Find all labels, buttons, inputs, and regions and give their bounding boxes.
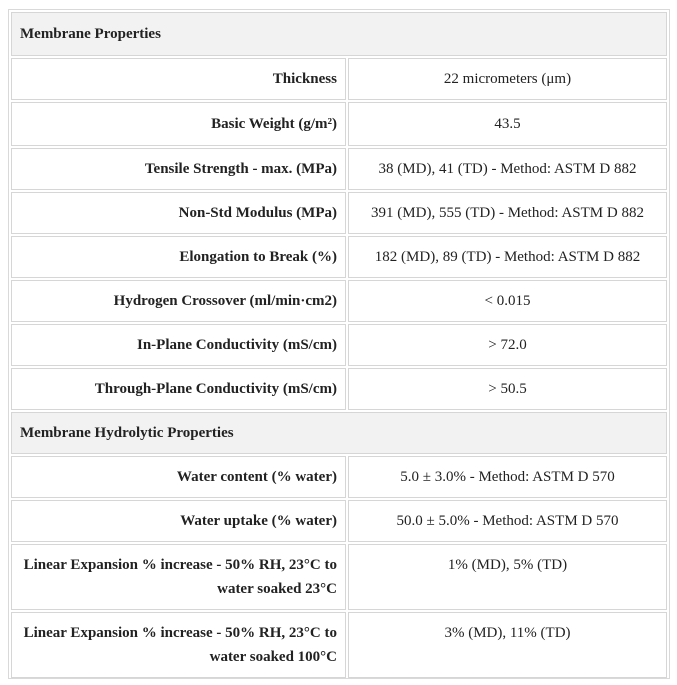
table-row [11,612,667,678]
table-row [11,280,667,322]
property-value-basic-weight: 43.5 [348,102,667,146]
properties-table [9,10,669,680]
property-value-linear-expansion-23c: 1% (MD), 5% (TD) [348,544,667,610]
property-value-water-content: 5.0 ± 3.0% - Method: ASTM D 570 [348,456,667,498]
property-value-elongation: 182 (MD), 89 (TD) - Method: ASTM D 882 [348,236,667,278]
table-row [11,368,667,410]
property-value-in-plane-conductivity: > 72.0 [348,324,667,366]
property-label-in-plane-conductivity: In-Plane Conductivity (mS/cm) [11,324,346,366]
table-row [11,236,667,278]
properties-table-container [8,9,670,679]
table-row [11,500,667,542]
property-label-water-uptake: Water uptake (% water) [11,500,346,542]
property-label-basic-weight: Basic Weight (g/m²) [11,102,346,146]
property-value-thickness: 22 micrometers (μm) [348,58,667,100]
property-label-through-plane-conductivity: Through-Plane Conductivity (mS/cm) [11,368,346,410]
property-value-linear-expansion-100c: 3% (MD), 11% (TD) [348,612,667,678]
property-label-water-content: Water content (% water) [11,456,346,498]
property-value-water-uptake: 50.0 ± 5.0% - Method: ASTM D 570 [348,500,667,542]
property-label-linear-expansion-23c: Linear Expansion % increase - 50% RH, 23°C to water soaked 23°C [11,544,346,610]
table-row [11,456,667,498]
property-label-tensile-strength: Tensile Strength - max. (MPa) [11,148,346,190]
property-label-thickness: Thickness [11,58,346,100]
property-label-modulus: Non-Std Modulus (MPa) [11,192,346,234]
section-header-row [11,12,667,56]
property-label-linear-expansion-100c: Linear Expansion % increase - 50% RH, 23°C to water soaked 100°C [11,612,346,678]
property-label-elongation: Elongation to Break (%) [11,236,346,278]
property-label-hydrogen-crossover: Hydrogen Crossover (ml/min·cm2) [11,280,346,322]
section-title-membrane-properties: Membrane Properties [11,12,667,56]
table-row [11,148,667,190]
table-row [11,324,667,366]
table-row [11,192,667,234]
table-row [11,58,667,100]
property-value-modulus: 391 (MD), 555 (TD) - Method: ASTM D 882 [348,192,667,234]
table-row [11,544,667,610]
table-row [11,102,667,146]
section-header-row [11,412,667,454]
property-value-hydrogen-crossover: < 0.015 [348,280,667,322]
property-value-tensile-strength: 38 (MD), 41 (TD) - Method: ASTM D 882 [348,148,667,190]
section-title-hydrolytic-properties: Membrane Hydrolytic Properties [11,412,667,454]
property-value-through-plane-conductivity: > 50.5 [348,368,667,410]
